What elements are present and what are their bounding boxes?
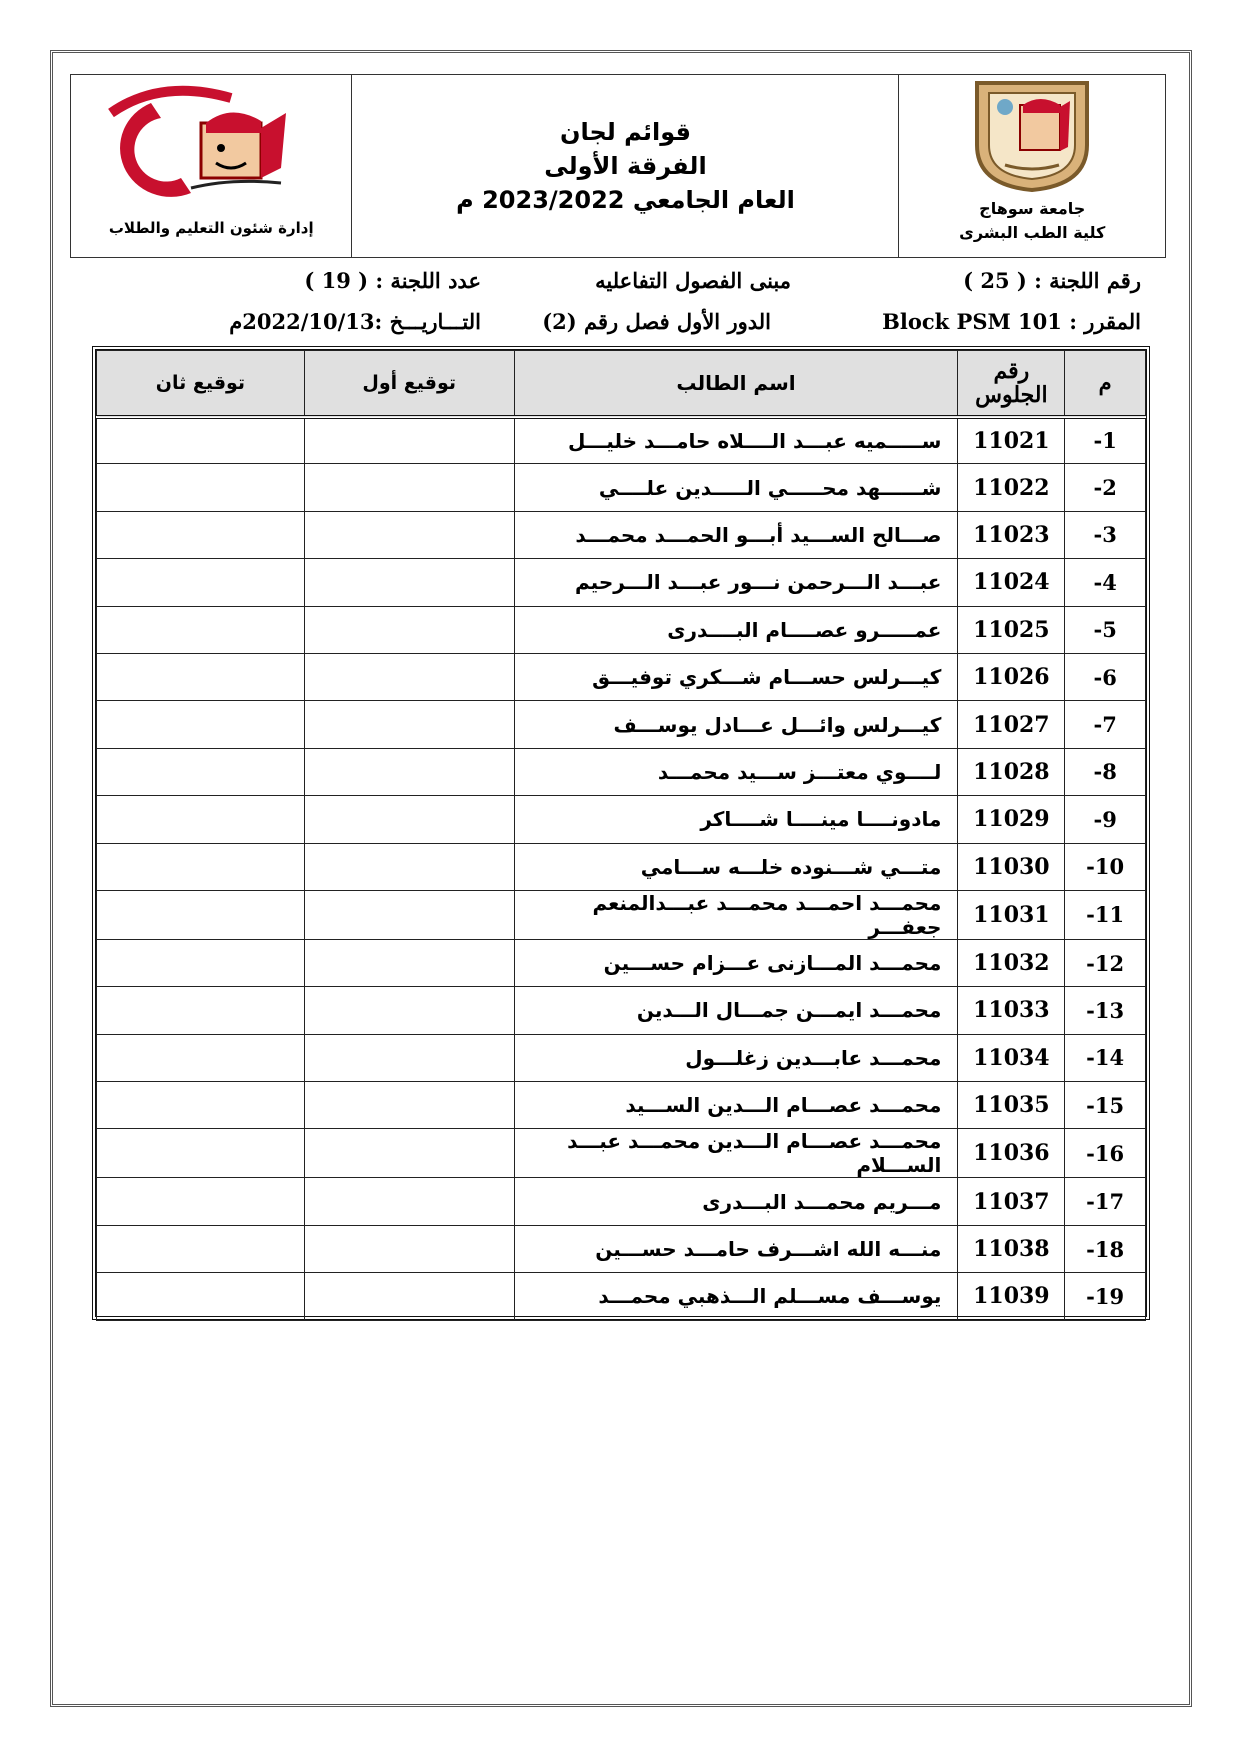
first-signature-cell bbox=[304, 1273, 514, 1320]
department-name: إدارة شئون التعليم والطلاب bbox=[108, 219, 314, 237]
second-signature-cell bbox=[97, 606, 305, 653]
seat-number: 11030 bbox=[958, 843, 1065, 890]
header-seat-line1: رقم bbox=[993, 357, 1030, 384]
student-name: لــــوي معتـــز ســـيد محمـــد bbox=[514, 748, 958, 795]
second-signature-cell bbox=[97, 939, 305, 986]
table-row bbox=[97, 701, 1146, 748]
header-right-cell bbox=[899, 75, 1165, 257]
header-seat-number bbox=[958, 351, 1065, 417]
first-signature-cell bbox=[304, 1082, 514, 1129]
row-number: 16- bbox=[1065, 1129, 1146, 1178]
row-number: 12- bbox=[1065, 939, 1146, 986]
row-number: 6- bbox=[1065, 653, 1146, 700]
seat-number: 11029 bbox=[958, 796, 1065, 843]
first-signature-cell bbox=[304, 701, 514, 748]
first-signature-cell bbox=[304, 417, 514, 464]
second-signature-cell bbox=[97, 1273, 305, 1320]
first-signature-cell bbox=[304, 1129, 514, 1178]
first-signature-cell bbox=[304, 796, 514, 843]
row-number: 19- bbox=[1065, 1273, 1146, 1320]
student-name: عبـــد الـــرحمن نـــور عبـــد الـــرحيم bbox=[514, 559, 958, 606]
second-signature-cell bbox=[97, 796, 305, 843]
title-year-group: الفرقة الأولى bbox=[544, 152, 707, 180]
university-seal bbox=[965, 75, 1099, 195]
student-name: مادونــــا مينــــا شــــاكر bbox=[514, 796, 958, 843]
students-table bbox=[96, 350, 1146, 1321]
table-row bbox=[97, 559, 1146, 606]
table-row bbox=[97, 511, 1146, 558]
seat-number: 11035 bbox=[958, 1082, 1065, 1129]
header-title-cell bbox=[352, 75, 899, 257]
faculty-logo bbox=[81, 83, 341, 203]
students-table-frame bbox=[92, 346, 1150, 1320]
student-name: صـــالح الســـيد أبـــو الحمـــد محمـــد bbox=[514, 511, 958, 558]
student-name: كيـــرلس حســـام شـــكري توفيـــق bbox=[514, 653, 958, 700]
student-name: محمـــد احمـــد محمـــد عبـــدالمنعم جعفـــر bbox=[514, 890, 958, 939]
seat-number: 11028 bbox=[958, 748, 1065, 795]
second-signature-cell bbox=[97, 701, 305, 748]
student-name: منـــه الله اشـــرف حامـــد حســـين bbox=[514, 1225, 958, 1272]
table-row bbox=[97, 796, 1146, 843]
row-number: 8- bbox=[1065, 748, 1146, 795]
row-number: 15- bbox=[1065, 1082, 1146, 1129]
student-name: محمـــد ايمـــن جمـــال الـــدين bbox=[514, 987, 958, 1034]
student-name: عمـــــرو عصــــام البــــدرى bbox=[514, 606, 958, 653]
seat-number: 11026 bbox=[958, 653, 1065, 700]
header-student-name: اسم الطالب bbox=[514, 351, 958, 417]
seat-number: 11037 bbox=[958, 1178, 1065, 1225]
second-signature-cell bbox=[97, 653, 305, 700]
row-number: 18- bbox=[1065, 1225, 1146, 1272]
building-name: مبنى الفصول التفاعليه bbox=[595, 268, 791, 293]
header-seat-line2: الجلوس bbox=[975, 381, 1048, 408]
first-signature-cell bbox=[304, 987, 514, 1034]
university-name-block bbox=[899, 197, 1165, 245]
row-number: 3- bbox=[1065, 511, 1146, 558]
student-name: مـــريم محمـــد البـــدرى bbox=[514, 1178, 958, 1225]
university-name: جامعة سوهاج bbox=[979, 199, 1086, 218]
table-row bbox=[97, 1178, 1146, 1225]
seat-number: 11038 bbox=[958, 1225, 1065, 1272]
student-name: محمـــد عصـــام الـــدين الســـيد bbox=[514, 1082, 958, 1129]
seat-number: 11032 bbox=[958, 939, 1065, 986]
header-second-signature: توقيع ثان bbox=[97, 351, 305, 417]
first-signature-cell bbox=[304, 559, 514, 606]
exam-session: الدور الأول فصل رقم (2) bbox=[542, 309, 771, 334]
first-signature-cell bbox=[304, 890, 514, 939]
seat-number: 11036 bbox=[958, 1129, 1065, 1178]
seat-number: 11039 bbox=[958, 1273, 1065, 1320]
second-signature-cell bbox=[97, 464, 305, 511]
row-number: 13- bbox=[1065, 987, 1146, 1034]
table-row bbox=[97, 1129, 1146, 1178]
table-row bbox=[97, 748, 1146, 795]
row-number: 1- bbox=[1065, 417, 1146, 464]
table-row bbox=[97, 606, 1146, 653]
table-row bbox=[97, 1273, 1146, 1320]
seat-number: 11022 bbox=[958, 464, 1065, 511]
first-signature-cell bbox=[304, 1034, 514, 1081]
student-name: ســـــميه عبـــد الــــلاه حامـــد خليـــل bbox=[514, 417, 958, 464]
row-number: 2- bbox=[1065, 464, 1146, 511]
first-signature-cell bbox=[304, 511, 514, 558]
first-signature-cell bbox=[304, 1225, 514, 1272]
second-signature-cell bbox=[97, 987, 305, 1034]
first-signature-cell bbox=[304, 653, 514, 700]
student-name: متـــي شـــنوده خلـــه ســـامي bbox=[514, 843, 958, 890]
second-signature-cell bbox=[97, 1178, 305, 1225]
second-signature-cell bbox=[97, 1129, 305, 1178]
row-number: 17- bbox=[1065, 1178, 1146, 1225]
second-signature-cell bbox=[97, 511, 305, 558]
seat-number: 11031 bbox=[958, 890, 1065, 939]
table-row bbox=[97, 890, 1146, 939]
table-body bbox=[97, 417, 1146, 1321]
student-name: محمـــد عابـــدين زغلـــول bbox=[514, 1034, 958, 1081]
second-signature-cell bbox=[97, 559, 305, 606]
seat-number: 11024 bbox=[958, 559, 1065, 606]
seat-number: 11023 bbox=[958, 511, 1065, 558]
committee-number: رقم اللجنة : ( 25 ) bbox=[963, 268, 1141, 293]
table-header-row bbox=[97, 351, 1146, 417]
first-signature-cell bbox=[304, 606, 514, 653]
title-academic-year: العام الجامعي 2023/2022 م bbox=[456, 186, 795, 214]
document-header bbox=[70, 74, 1166, 258]
student-name: محمـــد المـــازنى عـــزام حســـين bbox=[514, 939, 958, 986]
committee-count: عدد اللجنة : ( 19 ) bbox=[304, 268, 481, 293]
row-number: 14- bbox=[1065, 1034, 1146, 1081]
header-first-signature: توقيع أول bbox=[304, 351, 514, 417]
row-number: 5- bbox=[1065, 606, 1146, 653]
header-number: م bbox=[1065, 351, 1146, 417]
first-signature-cell bbox=[304, 748, 514, 795]
table-row bbox=[97, 653, 1146, 700]
second-signature-cell bbox=[97, 1034, 305, 1081]
second-signature-cell bbox=[97, 1082, 305, 1129]
second-signature-cell bbox=[97, 417, 305, 464]
table-row bbox=[97, 987, 1146, 1034]
row-number: 7- bbox=[1065, 701, 1146, 748]
first-signature-cell bbox=[304, 1178, 514, 1225]
student-name: محمـــد عصـــام الـــدين محمـــد عبـــد الســـلام bbox=[514, 1129, 958, 1178]
table-row bbox=[97, 1225, 1146, 1272]
header-left-cell bbox=[71, 75, 352, 257]
seat-number: 11033 bbox=[958, 987, 1065, 1034]
first-signature-cell bbox=[304, 843, 514, 890]
seat-number: 11021 bbox=[958, 417, 1065, 464]
seat-number: 11034 bbox=[958, 1034, 1065, 1081]
table-row bbox=[97, 464, 1146, 511]
course-code: المقرر : Block PSM 101 bbox=[882, 309, 1141, 334]
student-name: كيـــرلس وائـــل عـــادل يوســـف bbox=[514, 701, 958, 748]
first-signature-cell bbox=[304, 464, 514, 511]
first-signature-cell bbox=[304, 939, 514, 986]
table-row bbox=[97, 417, 1146, 464]
row-number: 4- bbox=[1065, 559, 1146, 606]
student-name: يوســـف مســـلم الـــذهبي محمـــد bbox=[514, 1273, 958, 1320]
second-signature-cell bbox=[97, 890, 305, 939]
second-signature-cell bbox=[97, 843, 305, 890]
table-row bbox=[97, 939, 1146, 986]
title-committee-lists: قوائم لجان bbox=[559, 118, 691, 146]
seat-number: 11025 bbox=[958, 606, 1065, 653]
seat-number: 11027 bbox=[958, 701, 1065, 748]
row-number: 11- bbox=[1065, 890, 1146, 939]
table-row bbox=[97, 1034, 1146, 1081]
row-number: 9- bbox=[1065, 796, 1146, 843]
second-signature-cell bbox=[97, 748, 305, 795]
table-row bbox=[97, 1082, 1146, 1129]
student-name: شــــــهد محـــــي الـــــدين علــــي bbox=[514, 464, 958, 511]
row-number: 10- bbox=[1065, 843, 1146, 890]
table-row bbox=[97, 843, 1146, 890]
exam-date: التـــاريـــخ :2022/10/13م bbox=[229, 309, 481, 334]
second-signature-cell bbox=[97, 1225, 305, 1272]
faculty-name: كلية الطب البشرى bbox=[959, 223, 1106, 242]
